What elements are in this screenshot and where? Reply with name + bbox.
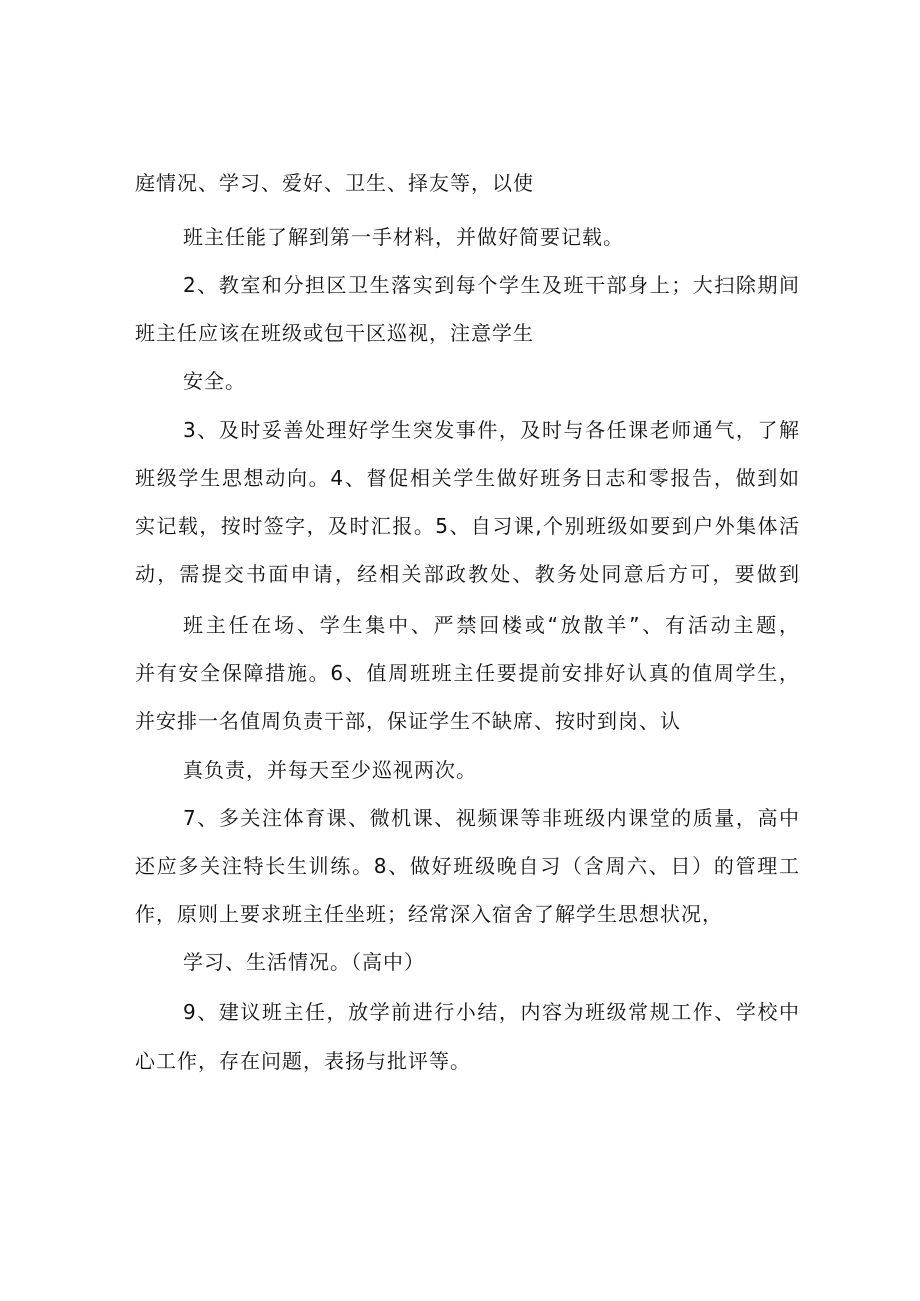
text-line: 安全。 <box>183 369 246 393</box>
text-line: 9、建议班主任，放学前进行小结，内容为班级常规工作、学校中 <box>183 1000 800 1024</box>
text-line: 3、及时妥善处理好学生突发事件，及时与各任课老师通气，了解 <box>183 418 800 442</box>
text-line: 7、多关注体育课、微机课、视频课等非班级内课堂的质量，高中 <box>183 806 800 830</box>
text-line: 班主任应该在班级或包干区巡视，注意学生 <box>135 321 534 345</box>
text-line: 并安排一名值周负责干部，保证学生不缺席、按时到岗、认 <box>135 709 681 733</box>
text-line: 并有安全保障措施。6、值周班班主任要提前安排好认真的值周学生， <box>135 661 800 685</box>
text-line: 实记载，按时签字，及时汇报。5、自习课,个别班级如要到户外集体活 <box>135 514 800 538</box>
text-line: 真负责，并每天至少巡视两次。 <box>183 758 477 782</box>
text-line: 作，原则上要求班主任坐班；经常深入宿舍了解学生思想状况， <box>135 902 723 926</box>
text-line: 班级学生思想动向。4、督促相关学生做好班务日志和零报告，做到如 <box>135 466 800 490</box>
text-line: 班主任在场、学生集中、严禁回楼或“放散羊”、有活动主题， <box>183 613 800 637</box>
text-line: 班主任能了解到第一手材料，并做好简要记载。 <box>183 225 624 249</box>
text-line: 学习、生活情况。（高中） <box>183 950 425 974</box>
text-line: 还应多关注特长生训练。8、做好班级晚自习（含周六、日）的管理工 <box>135 854 800 878</box>
text-line: 心工作，存在问题，表扬与批评等。 <box>135 1049 471 1073</box>
text-line: 2、教室和分担区卫生落实到每个学生及班干部身上；大扫除期间 <box>183 273 800 297</box>
text-line: 庭情况、学习、爱好、卫生、择友等，以使 <box>135 171 534 195</box>
text-line: 动，需提交书面申请，经相关部政教处、教务处同意后方可，要做到 <box>135 562 800 586</box>
